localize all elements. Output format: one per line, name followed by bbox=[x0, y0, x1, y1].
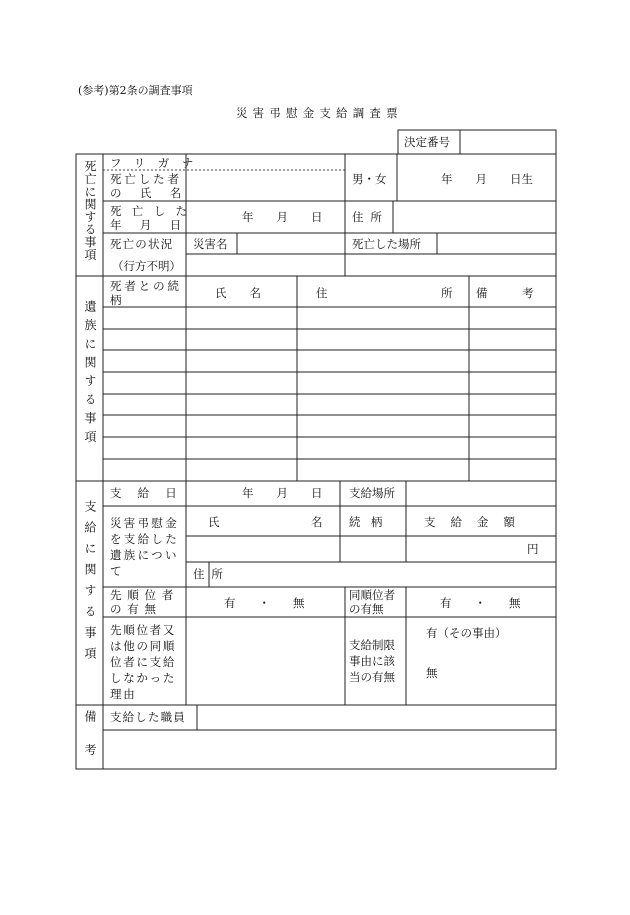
pay-date-value: 年 月 日 bbox=[242, 486, 323, 500]
paying-staff-label: 支給した職員 bbox=[110, 710, 186, 724]
amount-label: 支給金額 bbox=[424, 515, 530, 529]
disaster-name-label: 災害名 bbox=[193, 237, 228, 251]
recipient-label: 災害弔慰金を支給した遺族について bbox=[110, 516, 179, 578]
deceased-name-field[interactable] bbox=[187, 171, 344, 200]
family-table-row[interactable] bbox=[104, 416, 555, 436]
family-table-row[interactable] bbox=[104, 351, 555, 371]
recipient-name-label-2: 名 bbox=[311, 515, 323, 529]
death-place-field[interactable] bbox=[438, 234, 555, 253]
deceased-address-field[interactable] bbox=[394, 202, 555, 232]
disaster-name-field[interactable] bbox=[238, 234, 344, 253]
family-table-row[interactable] bbox=[104, 395, 555, 414]
recipient-name-label-1: 氏 bbox=[208, 515, 220, 529]
prior-rank-value[interactable]: 有 ・ 無 bbox=[224, 596, 305, 610]
family-table-row[interactable] bbox=[104, 438, 555, 458]
death-date-label-1: 死亡した bbox=[110, 204, 198, 218]
reason-field[interactable] bbox=[187, 618, 344, 704]
family-table-row[interactable] bbox=[104, 373, 555, 393]
family-table-row[interactable] bbox=[104, 308, 555, 328]
pay-date-label: 支給日 bbox=[110, 486, 193, 500]
deceased-section-heading: 死亡に関する事項 bbox=[83, 160, 97, 261]
reference-note: (参考)第2条の調査事項 bbox=[78, 84, 193, 97]
reason-label: 先順位者又は他の同順位者に支給しなかった理由 bbox=[110, 623, 177, 701]
sex-label: 男・女 bbox=[352, 172, 387, 186]
yen-label: 円 bbox=[527, 542, 539, 556]
recipient-address-label: 住所 bbox=[193, 567, 230, 581]
prior-rank-label: 先順位者の有無 bbox=[110, 588, 179, 616]
family-table-row[interactable] bbox=[104, 460, 555, 480]
col-remarks-header: 備 考 bbox=[476, 286, 534, 300]
paying-staff-field[interactable] bbox=[198, 706, 555, 729]
pay-place-label: 支給場所 bbox=[349, 486, 395, 500]
decision-number-field[interactable] bbox=[461, 131, 555, 153]
pay-place-field[interactable] bbox=[407, 482, 555, 505]
restriction-no[interactable]: 無 bbox=[426, 666, 438, 680]
col-address-header-2: 所 bbox=[441, 286, 453, 300]
same-rank-value[interactable]: 有 ・ 無 bbox=[440, 596, 521, 610]
col-relation-header: 死者との続柄 bbox=[110, 279, 182, 307]
col-address-header-1: 住 bbox=[316, 286, 328, 300]
payment-section-heading: 支給に関する事項 bbox=[83, 500, 97, 668]
family-section-heading: 遺族に関する事項 bbox=[83, 300, 97, 449]
col-name-header: 氏 名 bbox=[215, 286, 261, 300]
recipient-relation-label: 続柄 bbox=[349, 515, 393, 529]
restriction-label: 支給制限事由に該当の有無 bbox=[349, 638, 395, 684]
family-table-row[interactable] bbox=[104, 330, 555, 349]
death-date-label-2: 年月日 bbox=[110, 218, 200, 232]
recipient-address-field[interactable] bbox=[210, 563, 555, 586]
restriction-yes-reason[interactable]: 有（その事由） bbox=[426, 626, 507, 640]
death-date-value: 年 月 日 bbox=[242, 210, 323, 224]
furigana-field[interactable] bbox=[187, 155, 344, 169]
remarks-section-heading: 備考 bbox=[83, 710, 97, 778]
furigana-label: フリガナ bbox=[110, 156, 207, 170]
recipient-relation-field[interactable] bbox=[341, 537, 405, 561]
birth-date-label: 年 月 日生 bbox=[441, 172, 533, 186]
recipient-name-field[interactable] bbox=[187, 537, 339, 561]
form-title: 災害弔慰金支給調査票 bbox=[236, 106, 403, 120]
death-status-label: 死亡の状況 bbox=[110, 237, 174, 251]
remarks-field[interactable] bbox=[104, 731, 555, 768]
same-rank-label: 同順位者の有無 bbox=[349, 588, 395, 616]
decision-number-label: 決定番号 bbox=[404, 135, 450, 149]
deceased-address-label: 住所 bbox=[352, 210, 389, 224]
deceased-name-label-2: の氏名 bbox=[110, 186, 200, 200]
deceased-name-label-1: 死亡した者 bbox=[110, 172, 182, 186]
death-place-label: 死亡した場所 bbox=[352, 237, 421, 251]
missing-label: （行方不明） bbox=[112, 259, 181, 273]
